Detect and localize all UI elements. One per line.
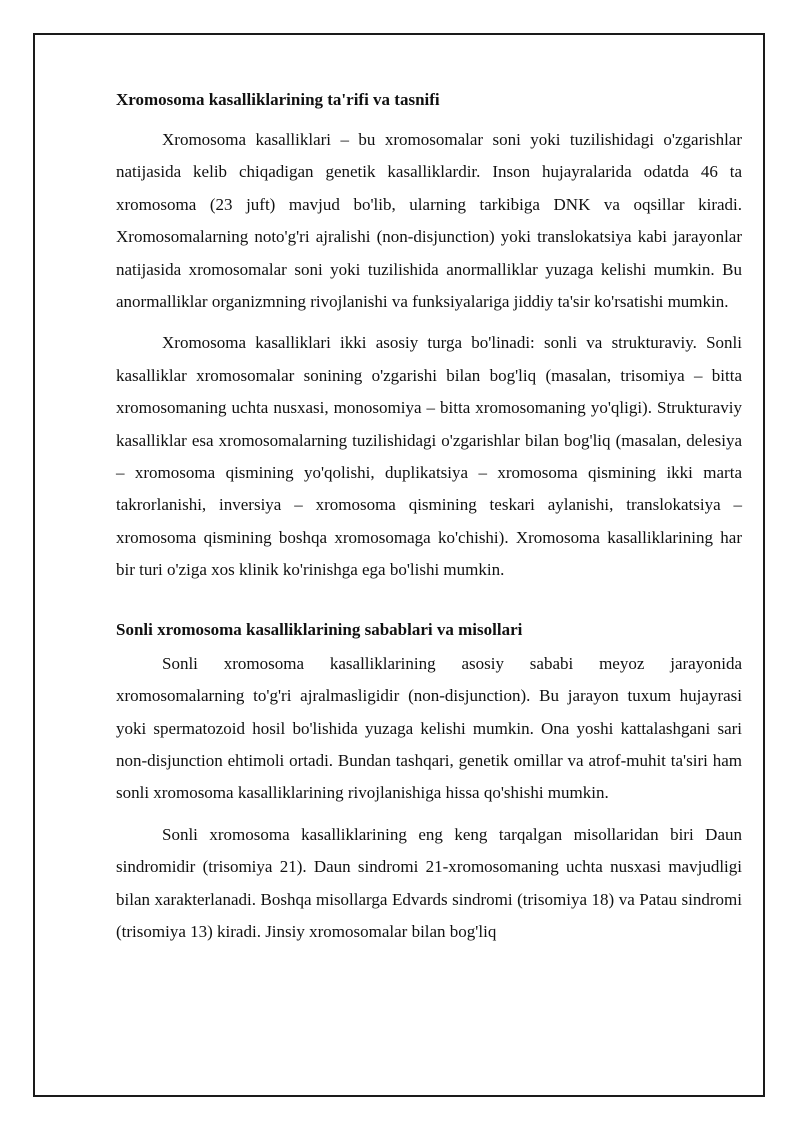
paragraph: Xromosoma kasalliklari – bu xromosomalar soni yoki tuzilishidagi o'zgarishlar natijasida kelib chiqadigan genetik kasalliklardir. Inson hujayralarida odatda 46 ta xromosoma (23 juft) mavjud bo'lib, ularning tarkibiga DNK va oqsillar kiradi. Xromosomalarning noto'g'ri ajralishi (non-disjunction) yoki translokatsiya kabi jarayonlar natijasida xromosomalar soni yoki tuzilishida anormalliklar yuzaga kelishi mumkin. Bu anormalliklar organizmning rivojlanishi va funksiyalariga jiddiy ta'sir ko'rsatishi mumkin. bbox=[116, 130, 742, 312]
paragraph: Sonli xromosoma kasalliklarining asosiy sababi meyoz jarayonida xromosomalarning to'g'ri ajralmasligidir (non-disjunction). Bu jarayon tuxum hujayrasi yoki spermatozoid hosil bo'lishida yuzaga kelishi mumkin. Ona yoshi kattalashgani sari non-disjunction ehtimoli ortadi. Bundan tashqari, genetik omillar va atrof-muhit ta'siri ham sonli xromosoma kasalliklarining rivojlanishiga hissa qo'shishi mumkin. bbox=[116, 653, 742, 803]
paragraph: Sonli xromosoma kasalliklarining eng keng tarqalgan misollaridan biri Daun sindromidir (trisomiya 21). Daun sindromi 21-xromosomaning uchta nusxasi mavjudligi bilan xarakterlanadi. Boshqa misollarga Edvards sindromi (trisomiya 18) va Patau sindromi (trisomiya 13) kiradi. Jinsiy xromosomalar bilan bog'liq bbox=[116, 824, 742, 941]
section-heading-definition: Xromosoma kasalliklarining ta'rifi va tasnifi bbox=[116, 90, 440, 109]
section-heading-numerical-causes: Sonli xromosoma kasalliklarining sabablari va misollari bbox=[116, 619, 523, 639]
paragraph: Xromosoma kasalliklari ikki asosiy turga bo'linadi: sonli va strukturaviy. Sonli kasalliklar xromosomalar sonining o'zgarishi bilan bog'liq (masalan, trisomiya – bitta xromosomaning uchta nusxasi, monosomiya – bitta xromosomaning yo'qligi). Strukturaviy kasalliklar esa xromosomalarning tuzilishidagi o'zgarishlar bilan bog'liq (masalan, delesiya – xromosoma qismining yo'qolishi, duplikatsiya – xromosoma qismining ikki marta takrorlanishi, inversiya – xromosoma qismining teskari aylanishi, translokatsiya – xromosoma qismining boshqa xromosomaga ko'chishi). Xromosoma kasalliklarining har bir turi o'ziga xos klinik ko'rinishga ega bo'lishi mumkin. bbox=[116, 333, 742, 580]
document-body bbox=[116, 86, 742, 948]
